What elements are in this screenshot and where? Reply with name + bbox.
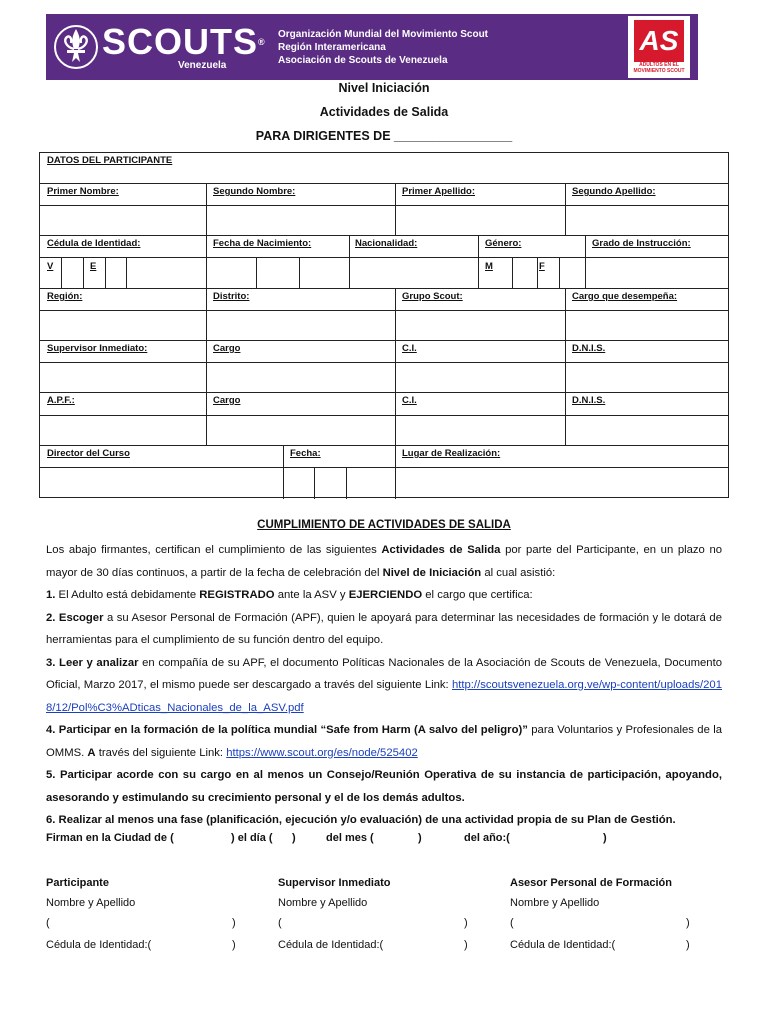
participant-data-form: [39, 152, 729, 498]
label-primer-nombre: Primer Nombre:: [47, 186, 119, 197]
sign-month-close: ): [418, 832, 422, 844]
label-region: Región:: [47, 291, 83, 302]
label-distrito: Distrito:: [213, 291, 250, 302]
safe-from-harm-link[interactable]: https://www.scout.org/es/node/525402: [226, 746, 418, 759]
compliance-title: CUMPLIMIENTO DE ACTIVIDADES DE SALIDA: [257, 519, 511, 531]
label-cedula: Cédula de Identidad:: [47, 238, 141, 249]
label-fecha-nacimiento: Fecha de Nacimiento:: [213, 238, 312, 249]
item-6: 6. Realizar al menos una fase (planificación, ejecución y/o evaluación) de una actividad propia de su Plan de Gestión.: [46, 814, 676, 826]
sign-year-label: del año:(: [464, 832, 510, 844]
sign-month-label: del mes (: [326, 832, 374, 844]
organization-lines: Organización Mundial del Movimiento Scout Región Interamericana Asociación de Scouts de Venezuela: [278, 29, 489, 66]
item-5: 5. Participar acorde con su cargo en al menos un Consejo/Reunión Operativa de su instancia de participación, apoyando, asesorando y estimulando su crecimiento personal y el de los demás adultos.: [46, 769, 722, 804]
sign-day-label: ) el día (: [231, 832, 273, 844]
compliance-body: [46, 539, 722, 832]
level-heading: Nivel Iniciación: [338, 81, 430, 95]
item-4: 4. Participar en la formación de la política mundial “Safe from Harm (A salvo del peligro)” para Voluntarios y Profesionales de la OMMS. A través del siguiente Link: https://www.scout.org/es/node/525402: [46, 724, 723, 759]
label-primer-apellido: Primer Apellido:: [402, 186, 476, 197]
cedula-option-e: E: [90, 261, 97, 272]
label-supervisor: Supervisor Inmediato:: [47, 343, 148, 354]
policies-link[interactable]: http://scoutsvenezuela.org.ve/wp-content/uploads/2018/12/Pol%C3%ADticas_Nacionales_de_la_ASV.pdf: [46, 679, 722, 714]
label-grado-instruccion: Grado de Instrucción:: [592, 238, 691, 249]
country-label: Venezuela: [178, 60, 227, 71]
label-lugar-realizacion: Lugar de Realización:: [402, 448, 501, 459]
scouts-wordmark: SCOUTS®: [102, 21, 266, 62]
label-apf-dnis: D.N.I.S.: [572, 395, 606, 406]
item-2: 2. Escoger a su Asesor Personal de Formación (APF), quien le apoyará para determinar las necesidades de formación y le dotará de herramientas para el cumplimiento de su función dentro del equipo.: [46, 611, 722, 646]
label-supervisor-cargo: Cargo: [213, 343, 241, 354]
adults-in-scouting-logo: AS ADULTOS EN EL MOVIMIENTO SCOUT: [628, 16, 690, 78]
signature-participant: Participante Nombre y Apellido ( ) Cédula de Identidad:( ): [46, 877, 236, 951]
item-1: 1. El Adulto está debidamente REGISTRADO ante la ASV y EJERCIENDO el cargo que certifica:: [46, 589, 533, 601]
fleur-de-lis-icon: [54, 22, 98, 72]
sign-year-close: ): [603, 832, 607, 844]
signature-apf: Asesor Personal de Formación Nombre y Apellido ( ) Cédula de Identidad:( ): [510, 877, 690, 951]
sign-city-label: Firman en la Ciudad de (: [46, 832, 174, 844]
label-director-curso: Director del Curso: [47, 448, 130, 459]
label-segundo-apellido: Segundo Apellido:: [572, 186, 656, 197]
section-title: DATOS DEL PARTICIPANTE: [47, 155, 173, 166]
item-3: 3. Leer y analizar en compañía de su APF, el documento Políticas Nacionales de la Asociación de Scouts de Venezuela, Documento Oficial, Marzo 2017, el mismo puede ser descargado a través del siguiente Link: http://scoutsvenezuela.org.ve/wp-content/uploads/2018/12/Pol%C3%ADticas_Nacionales_de_la_ASV.pdf: [46, 656, 722, 714]
leaders-heading: PARA DIRIGENTES DE _________________: [255, 129, 513, 143]
sign-day-close: ): [292, 832, 296, 844]
label-genero: Género:: [485, 238, 522, 249]
label-supervisor-ci: C.I.: [402, 343, 417, 354]
label-segundo-nombre: Segundo Nombre:: [213, 186, 296, 197]
label-cargo-desempena: Cargo que desempeña:: [572, 291, 678, 302]
intro-paragraph: Los abajo firmantes, certifican el cumplimiento de las siguientes Actividades de Salida por parte del Participante, en un plazo no mayor de 30 días continuos, a partir de la fecha de celebración del Nivel de Iniciación al cual asistió:: [46, 544, 723, 579]
label-apf-ci: C.I.: [402, 395, 417, 406]
header-banner: [46, 14, 698, 80]
label-fecha: Fecha:: [290, 448, 321, 459]
label-nacionalidad: Nacionalidad:: [355, 238, 418, 249]
label-supervisor-dnis: D.N.I.S.: [572, 343, 606, 354]
signature-supervisor: Supervisor Inmediato Nombre y Apellido ( ) Cédula de Identidad:( ): [278, 877, 468, 951]
activities-heading: Actividades de Salida: [319, 105, 449, 119]
label-grupo-scout: Grupo Scout:: [402, 291, 463, 302]
cedula-option-v: V: [47, 261, 54, 272]
label-apf: A.P.F.:: [47, 395, 75, 406]
gender-option-f: F: [539, 261, 545, 272]
gender-option-m: M: [485, 261, 493, 272]
label-apf-cargo: Cargo: [213, 395, 241, 406]
